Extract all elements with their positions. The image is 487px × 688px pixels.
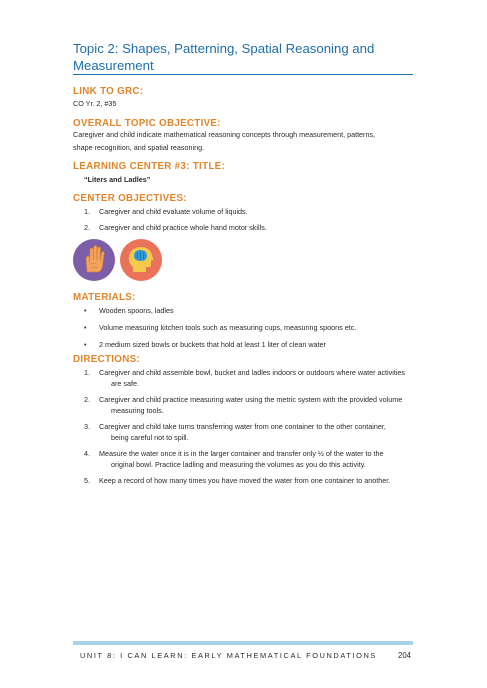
list-number: 5.: [84, 476, 90, 485]
list-item: [84, 394, 414, 416]
bullet-icon: •: [84, 306, 87, 315]
list-item-text-continued: being careful not to spill.: [111, 433, 189, 442]
list-item: [84, 448, 414, 470]
list-item: [84, 322, 356, 333]
skill-icons: [73, 239, 162, 281]
directions-heading: DIRECTIONS:: [73, 354, 140, 365]
list-item: [84, 367, 414, 389]
list-item-text-continued: measuring tools.: [111, 406, 164, 415]
title-divider: [73, 74, 413, 75]
list-item-text-continued: are safe.: [111, 379, 139, 388]
objective-heading: OVERALL TOPIC OBJECTIVE:: [73, 118, 221, 129]
list-number: 4.: [84, 449, 90, 458]
list-number: 2.: [84, 223, 90, 232]
list-item-text: Caregiver and child practice whole hand motor skills.: [99, 223, 267, 232]
center-objectives-list: [84, 206, 267, 233]
link-heading: LINK TO GRC:: [73, 86, 144, 97]
list-item: [84, 421, 414, 443]
footer-unit-title: UNIT 8: I CAN LEARN: EARLY MATHEMATICAL FOUNDATIONS: [80, 651, 377, 660]
footer-divider: [73, 641, 413, 645]
materials-heading: MATERIALS:: [73, 292, 136, 303]
list-item-text: Measure the water once it is in the larger container and transfer only ½ of the water to the: [99, 449, 384, 458]
objective-text: Caregiver and child indicate mathematical reasoning concepts through measurement, patterns, shape recognition, and spatial reasoning.: [73, 130, 376, 152]
materials-list: [84, 305, 356, 350]
list-number: 1.: [84, 368, 90, 377]
list-item-text: Caregiver and child take turns transferring water from one container to the other container,: [99, 422, 386, 431]
list-number: 3.: [84, 422, 90, 431]
list-item: [84, 475, 414, 486]
list-item-text: Keep a record of how many times you have moved the water from one container to another.: [99, 476, 391, 485]
list-item: [84, 305, 356, 316]
brain-head-icon: [120, 239, 162, 281]
list-item-text: 2 medium sized bowls or buckets that hold at least 1 liter of clean water: [99, 340, 326, 349]
list-item: [84, 206, 267, 217]
list-item: [84, 339, 356, 350]
center-heading: LEARNING CENTER #3: TITLE:: [73, 161, 226, 172]
center-title: “Liters and Ladles”: [84, 175, 151, 184]
bullet-icon: •: [84, 340, 87, 349]
list-item: [84, 222, 267, 233]
hand-icon: [73, 239, 115, 281]
list-item-text: Caregiver and child assemble bowl, bucket and ladles indoors or outdoors where water activities: [99, 368, 406, 377]
center-objectives-heading: CENTER OBJECTIVES:: [73, 193, 187, 204]
list-item-text: Caregiver and child evaluate volume of liquids.: [99, 207, 248, 216]
list-number: 2.: [84, 395, 90, 404]
bullet-icon: •: [84, 323, 87, 332]
list-item-text: Wooden spoons, ladles: [99, 306, 174, 315]
page-number: 204: [398, 651, 412, 660]
link-text: CO Yr. 2, #35: [73, 99, 117, 108]
list-item-text: Caregiver and child practice measuring water using the metric system with the provided volume: [99, 395, 403, 404]
list-item-text-continued: original bowl. Practice ladling and measuring the volumes as you do this activity.: [111, 460, 366, 469]
page-title: Topic 2: Shapes, Patterning, Spatial Reasoning and Measurement: [73, 41, 375, 73]
directions-list: [84, 367, 414, 486]
list-number: 1.: [84, 207, 90, 216]
list-item-text: Volume measuring kitchen tools such as measuring cups, measuring spoons etc.: [99, 323, 357, 332]
